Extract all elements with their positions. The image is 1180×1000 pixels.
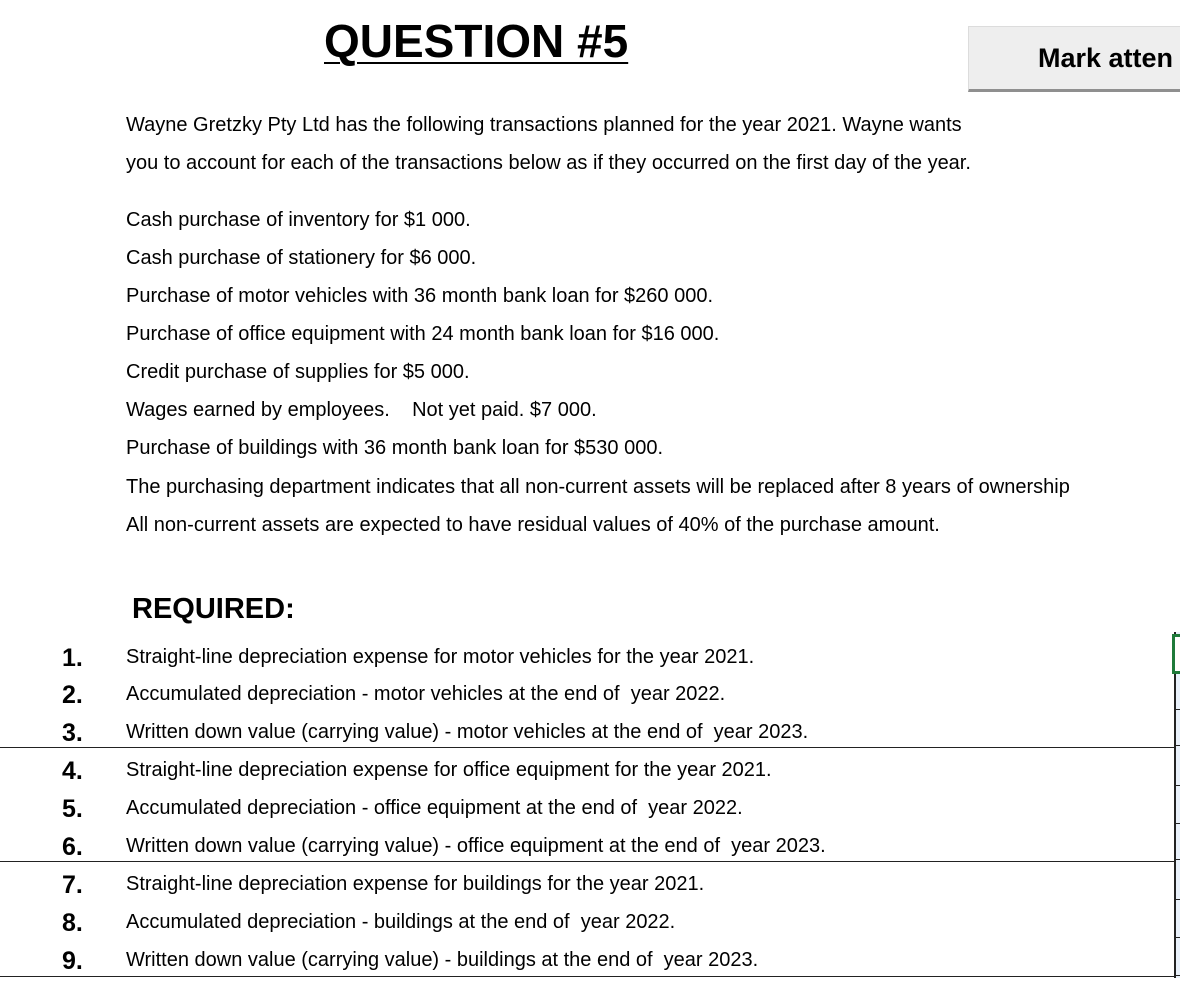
required-item-text: Straight-line depreciation expense for buildings for the year 2021.	[126, 873, 705, 895]
transaction-item: Purchase of office equipment with 24 month bank loan for $16 000.	[126, 323, 720, 345]
transaction-item: Wages earned by employees. Not yet paid. $7 000.	[126, 399, 597, 421]
required-item-text: Accumulated depreciation - motor vehicles at the end of year 2022.	[126, 683, 726, 705]
required-item-text: Accumulated depreciation - office equipment at the end of year 2022.	[126, 797, 743, 819]
required-item-text: Accumulated depreciation - buildings at the end of year 2022.	[126, 911, 676, 933]
transaction-item: Purchase of buildings with 36 month bank loan for $530 000.	[126, 437, 664, 459]
group-separator	[0, 861, 1175, 862]
item-number: 5.	[62, 795, 83, 823]
item-number: 6.	[62, 833, 83, 861]
item-number: 9.	[62, 947, 83, 975]
required-item-text: Written down value (carrying value) - motor vehicles at the end of year 2023.	[126, 721, 809, 743]
transaction-item: Cash purchase of inventory for $1 000.	[126, 209, 471, 231]
answer-cell-6[interactable]	[1176, 824, 1180, 860]
answer-cell-5[interactable]	[1176, 788, 1180, 824]
question-title: QUESTION #5	[324, 15, 629, 67]
notes-line-2: All non-current assets are expected to have residual values of 40% of the purchase amount.	[126, 514, 940, 536]
answer-cell-4[interactable]	[1176, 748, 1180, 786]
intro-line-2: you to account for each of the transactions below as if they occurred on the first day of the year.	[126, 152, 971, 174]
answer-cell-1[interactable]	[1172, 634, 1180, 674]
item-number: 8.	[62, 909, 83, 937]
answer-cell-3[interactable]	[1176, 710, 1180, 746]
answer-cell-7[interactable]	[1176, 862, 1180, 900]
required-item-text: Straight-line depreciation expense for office equipment for the year 2021.	[126, 759, 772, 781]
group-separator	[0, 747, 1175, 748]
item-number: 3.	[62, 719, 83, 747]
required-item-text: Written down value (carrying value) - buildings at the end of year 2023.	[126, 949, 759, 971]
item-number: 1.	[62, 644, 83, 672]
intro-line-1: Wayne Gretzky Pty Ltd has the following transactions planned for the year 2021. Wayne wants	[126, 114, 962, 136]
item-number: 4.	[62, 757, 83, 785]
answer-cell-2[interactable]	[1176, 674, 1180, 710]
notes-line-1: The purchasing department indicates that all non-current assets will be replaced after 8 years of ownership	[126, 476, 1070, 498]
group-separator	[0, 976, 1175, 977]
transaction-item: Cash purchase of stationery for $6 000.	[126, 247, 477, 269]
required-item-text: Written down value (carrying value) - office equipment at the end of year 2023.	[126, 835, 826, 857]
transaction-item: Purchase of motor vehicles with 36 month bank loan for $260 000.	[126, 285, 714, 307]
answer-cell-9[interactable]	[1176, 938, 1180, 976]
required-item-text: Straight-line depreciation expense for motor vehicles for the year 2021.	[126, 646, 755, 668]
transaction-item: Credit purchase of supplies for $5 000.	[126, 361, 470, 383]
mark-attempt-button[interactable]: Mark atten	[968, 26, 1180, 92]
item-number: 2.	[62, 681, 83, 709]
item-number: 7.	[62, 871, 83, 899]
answer-cell-8[interactable]	[1176, 902, 1180, 938]
required-heading: REQUIRED:	[132, 593, 295, 625]
